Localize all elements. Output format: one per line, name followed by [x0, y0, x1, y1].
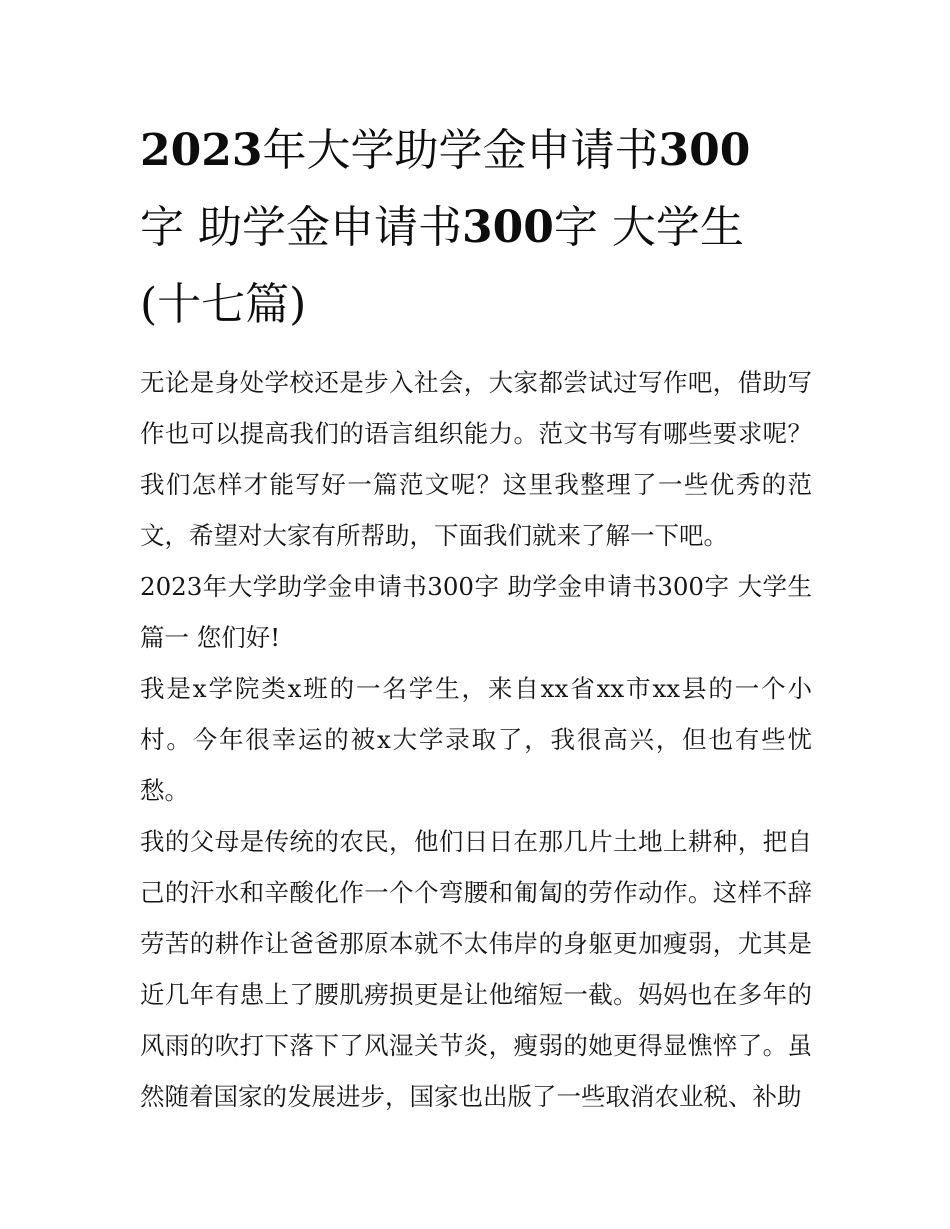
document-body — [140, 112, 812, 1122]
paragraph-heading-line: 2023年大学助学金申请书300字 助学金申请书300字 大学生篇一 您们好! — [140, 572, 812, 652]
document-title: 2023年大学助学金申请书300 字 助学金申请书300字 大学生 (十七篇) — [140, 125, 751, 330]
paragraph-family: 我的父母是传统的农民，他们日日在那几片土地上耕种，把自己的汗水和辛酸化作一个个弯腰和匍匐的劳作动作。这样不辞劳苦的耕作让爸爸那原本就不太伟岸的身躯更加瘦弱，尤其是近几年有患上了腰肌痨损更是让他缩短一截。妈妈也在多年的风雨的吹打下落下了风湿关节炎，瘦弱的她更得显憔悴了。虽然随着国家的发展进步，国家也出版了一些取消农业税、补助 — [140, 827, 812, 1111]
paragraph-self-intro: 我是x学院类x班的一名学生，来自xx省xx市xx县的一个小村。今年很幸运的被x大学录取了，我很高兴，但也有些忧愁。 — [140, 674, 812, 805]
paragraph-intro: 无论是身处学校还是步入社会，大家都尝试过写作吧，借助写作也可以提高我们的语言组织能力。范文书写有哪些要求呢？我们怎样才能写好一篇范文呢？这里我整理了一些优秀的范文，希望对大家有所帮助，下面我们就来了解一下吧。 — [140, 368, 812, 550]
